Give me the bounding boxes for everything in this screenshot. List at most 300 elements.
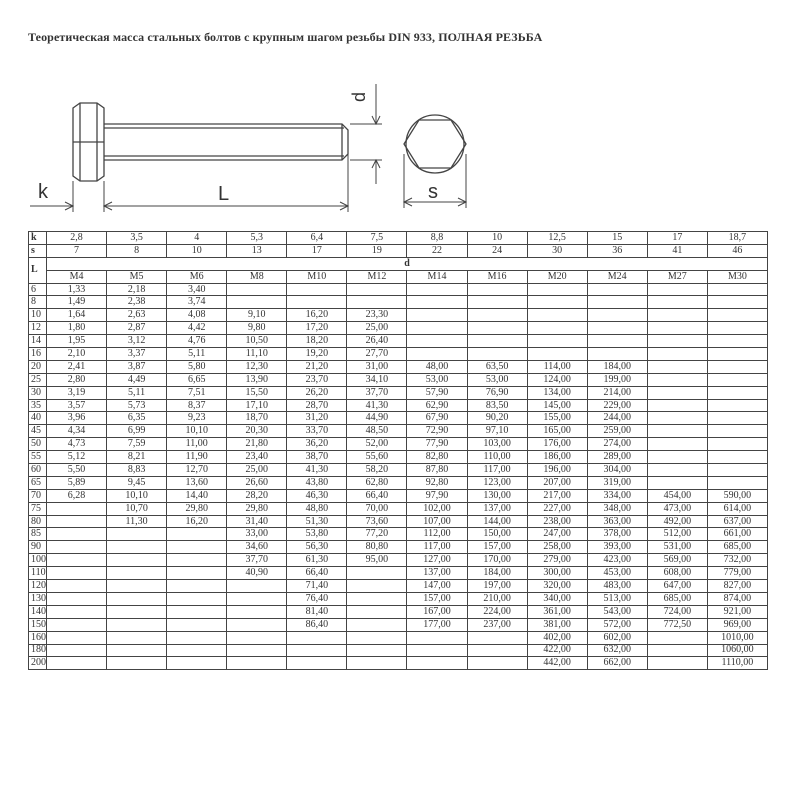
mass-value: 11,00 [167,438,227,451]
mass-value [707,438,767,451]
mass-value: 40,90 [227,567,287,580]
length-value: 12 [29,322,47,335]
mass-value: 23,40 [227,451,287,464]
mass-value [227,592,287,605]
mass-value: 145,00 [527,399,587,412]
mass-value: 66,40 [347,489,407,502]
mass-value: 117,00 [467,464,527,477]
mass-value [347,592,407,605]
mass-value: 320,00 [527,580,587,593]
mass-value [227,283,287,296]
mass-value [347,644,407,657]
mass-value: 97,90 [407,489,467,502]
mass-value: 55,60 [347,451,407,464]
mass-value: 155,00 [527,412,587,425]
mass-value: 127,00 [407,554,467,567]
table-row [29,502,768,515]
mass-value: 473,00 [647,502,707,515]
mass-value: 57,90 [407,386,467,399]
s-value: 17 [287,244,347,257]
mass-value: 6,99 [107,425,167,438]
table-row [29,528,768,541]
mass-value [707,309,767,322]
mass-value: 17,10 [227,399,287,412]
mass-value: 9,45 [107,476,167,489]
mass-value [287,644,347,657]
mass-value: 14,40 [167,489,227,502]
mass-value: 207,00 [527,476,587,489]
mass-value: 41,30 [347,399,407,412]
mass-value [467,283,527,296]
mass-value [347,283,407,296]
mass-value: 3,87 [107,360,167,373]
mass-value: 334,00 [587,489,647,502]
dimension-label-L: L [218,183,230,205]
mass-value: 95,00 [347,554,407,567]
mass-value: 5,12 [47,451,107,464]
mass-value: 46,30 [287,489,347,502]
mass-value [47,605,107,618]
mass-value: 662,00 [587,657,647,670]
mass-value: 92,80 [407,476,467,489]
mass-value [107,644,167,657]
mass-value: 107,00 [407,515,467,528]
mass-value: 5,80 [167,360,227,373]
mass-value: 1,33 [47,283,107,296]
thread-size: M8 [227,270,287,283]
s-value: 7 [47,244,107,257]
length-value: 90 [29,541,47,554]
mass-value [707,322,767,335]
mass-value: 77,20 [347,528,407,541]
mass-value: 165,00 [527,425,587,438]
mass-value [47,528,107,541]
mass-value: 147,00 [407,580,467,593]
table-row [29,386,768,399]
s-value: 24 [467,244,527,257]
thread-size: M16 [467,270,527,283]
mass-value: 9,23 [167,412,227,425]
mass-value [707,373,767,386]
mass-value: 112,00 [407,528,467,541]
s-value: 8 [107,244,167,257]
mass-value [227,631,287,644]
document-title: Теоретическая масса стальных болтов с крупным шагом резьбы DIN 933, ПОЛНАЯ РЕЗЬБА [28,30,543,44]
s-value: 13 [227,244,287,257]
mass-value: 124,00 [527,373,587,386]
mass-value [407,631,467,644]
mass-value: 772,50 [647,618,707,631]
mass-value: 13,90 [227,373,287,386]
mass-value: 224,00 [467,605,527,618]
mass-value: 29,80 [227,502,287,515]
length-value: 200 [29,657,47,670]
mass-value: 210,00 [467,592,527,605]
mass-value: 62,80 [347,476,407,489]
thread-size: M24 [587,270,647,283]
mass-value [347,605,407,618]
mass-value [647,476,707,489]
table-row [29,451,768,464]
mass-value: 37,70 [227,554,287,567]
mass-value: 86,40 [287,618,347,631]
mass-value: 21,20 [287,360,347,373]
mass-value [227,605,287,618]
mass-table [28,231,768,670]
mass-value: 453,00 [587,567,647,580]
mass-value: 34,10 [347,373,407,386]
mass-value: 20,30 [227,425,287,438]
k-value: 8,8 [407,232,467,245]
mass-value: 80,80 [347,541,407,554]
mass-value [647,399,707,412]
mass-value [107,528,167,541]
mass-value: 134,00 [527,386,587,399]
mass-value: 3,19 [47,386,107,399]
thread-size: M5 [107,270,167,283]
k-value: 15 [587,232,647,245]
mass-value: 1,95 [47,335,107,348]
mass-value [707,335,767,348]
mass-value: 12,70 [167,464,227,477]
mass-value [647,309,707,322]
mass-value [107,631,167,644]
length-value: 60 [29,464,47,477]
mass-value: 8,21 [107,451,167,464]
mass-value: 422,00 [527,644,587,657]
mass-value: 6,65 [167,373,227,386]
mass-value: 123,00 [467,476,527,489]
mass-value: 3,74 [167,296,227,309]
mass-value: 52,00 [347,438,407,451]
mass-value: 38,70 [287,451,347,464]
mass-value [587,335,647,348]
mass-value [167,580,227,593]
mass-value: 10,10 [107,489,167,502]
mass-value [167,592,227,605]
mass-value: 33,00 [227,528,287,541]
mass-value: 28,70 [287,399,347,412]
mass-value [47,657,107,670]
table-row [29,476,768,489]
mass-value: 184,00 [587,360,647,373]
mass-value: 274,00 [587,438,647,451]
k-value: 12,5 [527,232,587,245]
length-value: 120 [29,580,47,593]
mass-value: 53,00 [407,373,467,386]
mass-value: 18,70 [227,412,287,425]
length-value: 80 [29,515,47,528]
mass-value [467,296,527,309]
mass-value: 37,70 [347,386,407,399]
s-value: 22 [407,244,467,257]
mass-value: 8,83 [107,464,167,477]
mass-value: 6,28 [47,489,107,502]
mass-value: 9,80 [227,322,287,335]
mass-value [407,296,467,309]
length-value: 20 [29,360,47,373]
mass-value: 61,30 [287,554,347,567]
s-label: s [29,244,47,257]
mass-value: 13,60 [167,476,227,489]
thread-size: M27 [647,270,707,283]
mass-value: 4,34 [47,425,107,438]
mass-value: 10,70 [107,502,167,515]
mass-value [347,567,407,580]
mass-value: 36,20 [287,438,347,451]
mass-value [707,476,767,489]
mass-value [287,657,347,670]
mass-value: 572,00 [587,618,647,631]
mass-value: 72,90 [407,425,467,438]
mass-value [707,360,767,373]
mass-value: 2,63 [107,309,167,322]
mass-value: 661,00 [707,528,767,541]
mass-value: 8,37 [167,399,227,412]
mass-value [707,451,767,464]
d-header-row [29,257,768,270]
mass-value: 724,00 [647,605,707,618]
mass-value [647,373,707,386]
mass-value: 31,20 [287,412,347,425]
thread-size: M30 [707,270,767,283]
mass-value: 199,00 [587,373,647,386]
mass-value: 340,00 [527,592,587,605]
mass-value: 7,59 [107,438,167,451]
mass-value: 1,80 [47,322,107,335]
mass-value: 44,90 [347,412,407,425]
table-row [29,489,768,502]
mass-value [647,360,707,373]
mass-value [407,335,467,348]
mass-value [407,309,467,322]
mass-value: 167,00 [407,605,467,618]
mass-value: 70,00 [347,502,407,515]
mass-value: 378,00 [587,528,647,541]
mass-value: 25,00 [347,322,407,335]
table-row [29,283,768,296]
mass-value [707,464,767,477]
table-row [29,567,768,580]
mass-value: 71,40 [287,580,347,593]
mass-value: 34,60 [227,541,287,554]
mass-value: 177,00 [407,618,467,631]
mass-value: 229,00 [587,399,647,412]
mass-value: 157,00 [407,592,467,605]
mass-value [347,618,407,631]
mass-value: 23,70 [287,373,347,386]
mass-value: 5,11 [107,386,167,399]
mass-value: 4,49 [107,373,167,386]
mass-value [227,618,287,631]
mass-value [707,425,767,438]
mass-value [47,580,107,593]
mass-value: 513,00 [587,592,647,605]
mass-value: 5,73 [107,399,167,412]
mass-value [47,567,107,580]
mass-value: 279,00 [527,554,587,567]
table-row [29,438,768,451]
mass-value: 393,00 [587,541,647,554]
mass-value: 685,00 [707,541,767,554]
mass-value: 492,00 [647,515,707,528]
table-row [29,348,768,361]
mass-value: 28,20 [227,489,287,502]
mass-value: 26,20 [287,386,347,399]
mass-value: 2,80 [47,373,107,386]
mass-value [647,348,707,361]
mass-value: 9,10 [227,309,287,322]
mass-value: 363,00 [587,515,647,528]
mass-value: 874,00 [707,592,767,605]
table-row [29,554,768,567]
mass-value: 2,10 [47,348,107,361]
s-row [29,244,768,257]
mass-value [167,644,227,657]
mass-value [467,644,527,657]
mass-value: 117,00 [407,541,467,554]
mass-value: 247,00 [527,528,587,541]
table-row [29,657,768,670]
mass-value: 25,00 [227,464,287,477]
mass-value: 102,00 [407,502,467,515]
mass-value [47,592,107,605]
mass-value [47,541,107,554]
k-value: 2,8 [47,232,107,245]
mass-value [647,322,707,335]
mass-value [587,322,647,335]
length-value: 30 [29,386,47,399]
mass-value [527,348,587,361]
table-row [29,592,768,605]
mass-value: 1010,00 [707,631,767,644]
length-value: 110 [29,567,47,580]
length-value: 35 [29,399,47,412]
table-row [29,515,768,528]
length-value: 50 [29,438,47,451]
mass-value: 238,00 [527,515,587,528]
mass-value: 26,60 [227,476,287,489]
mass-value: 19,20 [287,348,347,361]
s-value: 46 [707,244,767,257]
mass-value: 732,00 [707,554,767,567]
mass-value: 76,40 [287,592,347,605]
mass-value: 90,20 [467,412,527,425]
mass-value: 63,50 [467,360,527,373]
mass-value [707,412,767,425]
mass-value: 197,00 [467,580,527,593]
mass-value: 184,00 [467,567,527,580]
mass-value [647,631,707,644]
mass-value: 569,00 [647,554,707,567]
k-row [29,232,768,245]
mass-value: 29,80 [167,502,227,515]
mass-value [47,515,107,528]
mass-value [587,309,647,322]
mass-value: 543,00 [587,605,647,618]
mass-value: 258,00 [527,541,587,554]
mass-value: 2,41 [47,360,107,373]
mass-value: 3,40 [167,283,227,296]
bolt-drawing [0,60,800,225]
table-row [29,412,768,425]
mass-value: 186,00 [527,451,587,464]
mass-value: 31,00 [347,360,407,373]
thread-size: M12 [347,270,407,283]
mass-value: 23,30 [347,309,407,322]
mass-value: 77,90 [407,438,467,451]
mass-value [647,451,707,464]
k-value: 5,3 [227,232,287,245]
mass-value: 1,49 [47,296,107,309]
mass-value: 17,20 [287,322,347,335]
mass-value [47,644,107,657]
mass-value: 41,30 [287,464,347,477]
mass-value [107,554,167,567]
table-row [29,309,768,322]
table-row [29,644,768,657]
length-value: 8 [29,296,47,309]
mass-value [347,631,407,644]
mass-value: 48,50 [347,425,407,438]
mass-value [167,657,227,670]
length-value: 6 [29,283,47,296]
mass-value: 43,80 [287,476,347,489]
length-value: 70 [29,489,47,502]
mass-value: 150,00 [467,528,527,541]
mass-value: 76,90 [467,386,527,399]
mass-value [107,541,167,554]
mass-value: 33,70 [287,425,347,438]
mass-value: 402,00 [527,631,587,644]
mass-value [227,296,287,309]
mass-value [707,296,767,309]
table-row [29,618,768,631]
mass-value [107,605,167,618]
mass-value: 3,12 [107,335,167,348]
mass-value: 110,00 [467,451,527,464]
mass-value: 2,38 [107,296,167,309]
mass-value: 4,73 [47,438,107,451]
mass-value: 827,00 [707,580,767,593]
mass-value: 11,30 [107,515,167,528]
mass-value: 244,00 [587,412,647,425]
mass-value [107,618,167,631]
mass-value: 637,00 [707,515,767,528]
mass-value [647,412,707,425]
mass-value: 31,40 [227,515,287,528]
length-value: 180 [29,644,47,657]
mass-value [107,580,167,593]
mass-value: 381,00 [527,618,587,631]
mass-value: 6,35 [107,412,167,425]
mass-value [647,438,707,451]
mass-value: 51,30 [287,515,347,528]
mass-value: 11,90 [167,451,227,464]
mass-value [467,322,527,335]
mass-value: 62,90 [407,399,467,412]
mass-value: 1,64 [47,309,107,322]
mass-value [527,322,587,335]
mass-value [47,554,107,567]
mass-value: 483,00 [587,580,647,593]
mass-value: 423,00 [587,554,647,567]
mass-value [107,567,167,580]
mass-value [167,528,227,541]
mass-value: 26,40 [347,335,407,348]
mass-value: 21,80 [227,438,287,451]
mass-value: 512,00 [647,528,707,541]
